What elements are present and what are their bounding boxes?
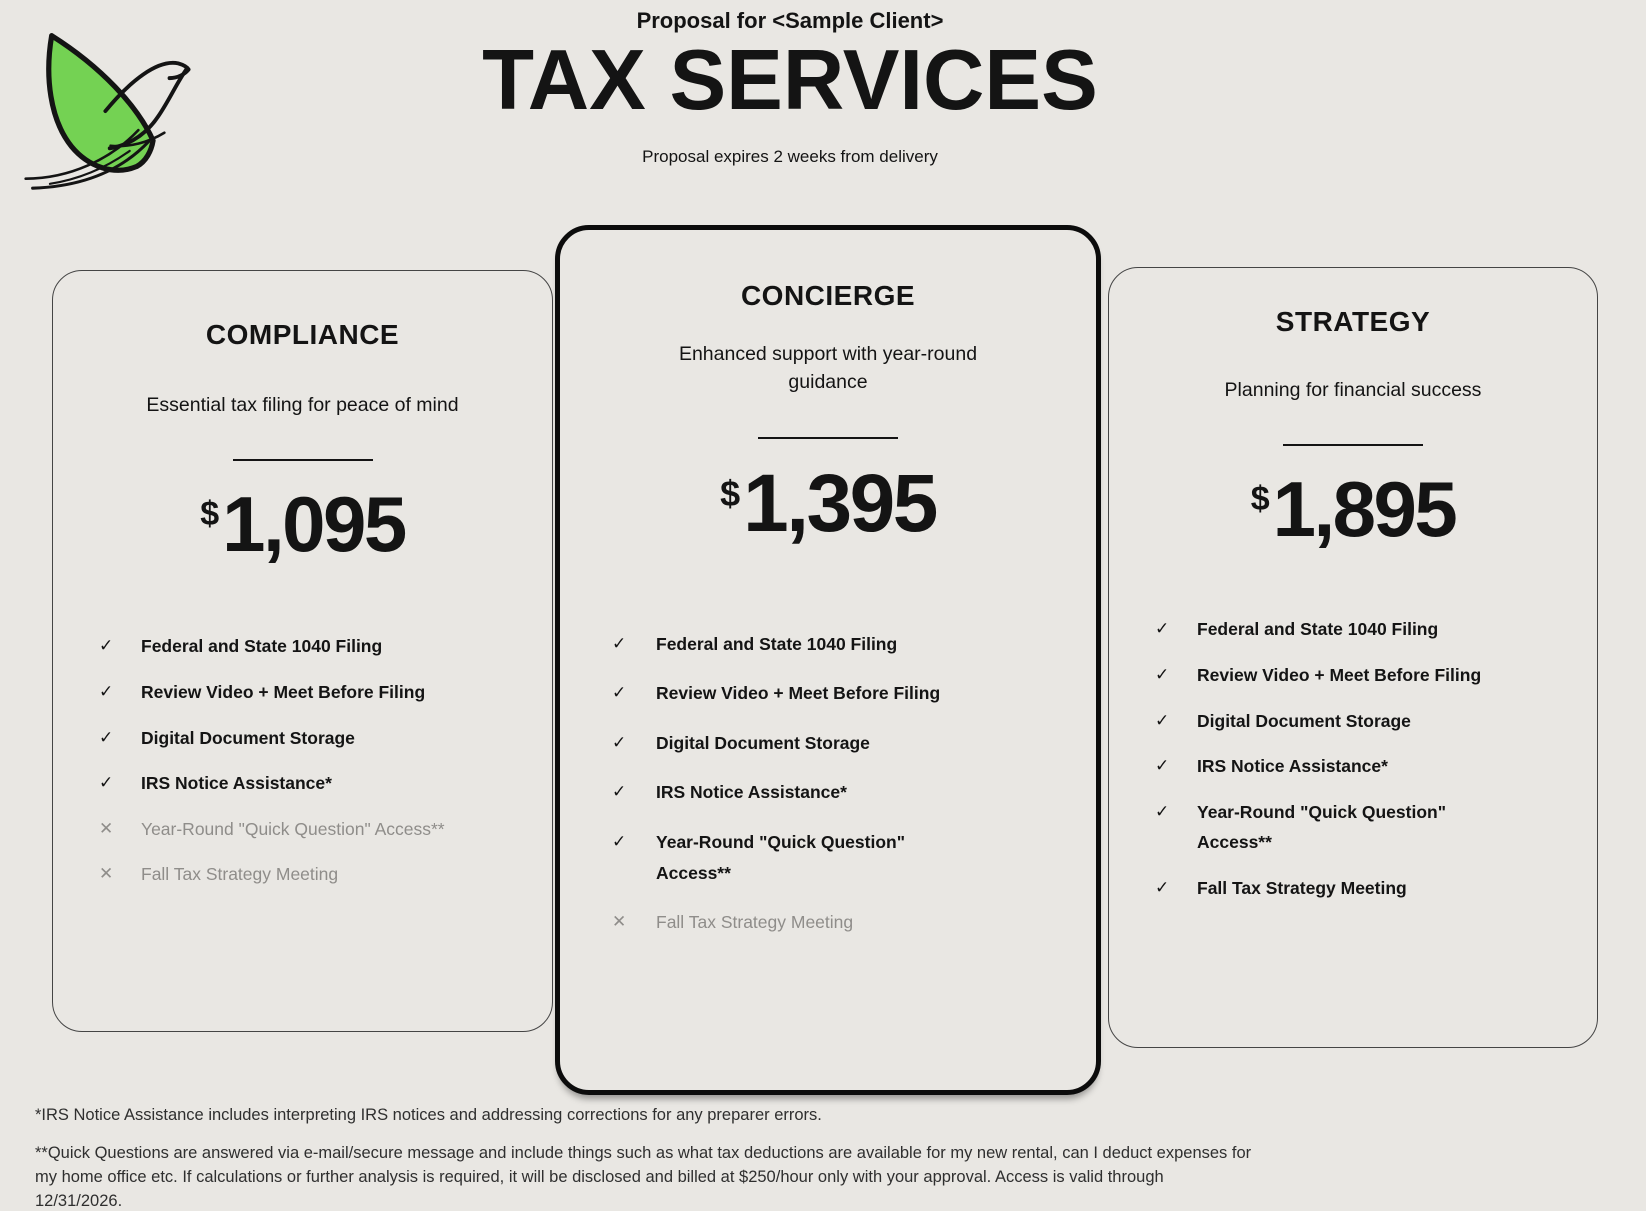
- feature-label: Digital Document Storage: [141, 727, 355, 748]
- plan-title: STRATEGY: [1275, 306, 1431, 337]
- feature-list: [560, 629, 1096, 938]
- feature-label: Fall Tax Strategy Meeting: [656, 912, 854, 933]
- check-icon: ✓: [612, 633, 627, 653]
- feature-label: Digital Document Storage: [1197, 710, 1411, 731]
- feature-item: [99, 631, 528, 662]
- feature-item: [612, 777, 1072, 808]
- plan-tagline: Planning for financial success: [1224, 379, 1482, 401]
- plan-card-strategy: [1108, 267, 1598, 1048]
- feature-label: Year-Round "Quick Question" Access**: [1197, 801, 1446, 853]
- plan-card-compliance: [52, 270, 553, 1032]
- check-icon: ✓: [1155, 619, 1170, 639]
- cross-icon: ✕: [99, 864, 114, 884]
- feature-item: [612, 728, 1072, 759]
- check-icon: ✓: [1155, 756, 1170, 776]
- plan-price: [1109, 465, 1597, 554]
- footnote-irs-notice: *IRS Notice Assistance includes interpreting IRS notices and addressing corrections for any preparer errors.: [35, 1106, 822, 1124]
- feature-item: [612, 629, 1072, 660]
- feature-item: [99, 677, 528, 708]
- check-icon: ✓: [612, 782, 627, 802]
- feature-list: [53, 631, 552, 890]
- feature-item: [99, 859, 528, 890]
- page-title: TAX SERVICES: [482, 33, 1098, 128]
- check-icon: ✓: [612, 732, 627, 752]
- plan-price: [53, 480, 552, 569]
- feature-label: Year-Round "Quick Question" Access**: [141, 818, 445, 839]
- header: [0, 8, 1580, 167]
- divider: [1283, 444, 1423, 446]
- plan-title: COMPLIANCE: [205, 319, 400, 350]
- currency-symbol: $: [720, 472, 741, 514]
- check-icon: ✓: [1155, 710, 1170, 730]
- feature-item: [99, 768, 528, 799]
- feature-item: [612, 827, 1072, 888]
- check-icon: ✓: [1155, 878, 1170, 898]
- check-icon: ✓: [99, 773, 114, 793]
- proposal-for-line: Proposal for <Sample Client>: [636, 8, 944, 33]
- feature-label: Year-Round "Quick Question" Access**: [656, 832, 905, 883]
- currency-symbol: $: [1250, 480, 1270, 519]
- footnote-quick-questions: **Quick Questions are answered via e-mail/secure message and include things such as what tax deductions are available for my new rental, can I deduct expenses for my home office etc. If calculations or further analysis is required, it will be disclosed and billed at $250/hour only with your approval. Access is valid through 12/31/2026.: [35, 1144, 1252, 1210]
- check-icon: ✓: [1155, 801, 1170, 821]
- feature-label: Federal and State 1040 Filing: [656, 633, 898, 654]
- feature-label: IRS Notice Assistance*: [1197, 756, 1388, 777]
- check-icon: ✓: [1155, 664, 1170, 684]
- divider: [758, 437, 898, 439]
- plan-title: CONCIERGE: [740, 280, 916, 311]
- feature-label: Review Video + Meet Before Filing: [656, 683, 941, 704]
- feature-item: [1155, 614, 1573, 645]
- check-icon: ✓: [612, 832, 627, 852]
- feature-label: Federal and State 1040 Filing: [141, 636, 383, 657]
- price-amount: 1,395: [743, 457, 936, 549]
- feature-label: Fall Tax Strategy Meeting: [1197, 878, 1407, 899]
- feature-item: [1155, 797, 1573, 858]
- feature-label: IRS Notice Assistance*: [656, 782, 847, 803]
- feature-item: [1155, 873, 1573, 904]
- feature-item: [99, 814, 528, 845]
- currency-symbol: $: [200, 495, 220, 534]
- price-amount: 1,095: [222, 480, 405, 569]
- feature-label: Digital Document Storage: [656, 732, 870, 753]
- plan-tagline: Enhanced support with year-round guidance: [678, 343, 978, 394]
- feature-item: [99, 723, 528, 754]
- check-icon: ✓: [612, 683, 627, 703]
- feature-label: Review Video + Meet Before Filing: [1197, 664, 1482, 685]
- feature-label: Review Video + Meet Before Filing: [141, 681, 426, 702]
- feature-item: [1155, 660, 1573, 691]
- feature-list: [1109, 614, 1597, 903]
- plan-tagline: Essential tax filing for peace of mind: [146, 394, 459, 416]
- feature-label: Federal and State 1040 Filing: [1197, 619, 1439, 640]
- feature-item: [1155, 751, 1573, 782]
- divider: [233, 459, 373, 461]
- plan-card-concierge: [555, 225, 1101, 1095]
- price-amount: 1,895: [1272, 465, 1456, 554]
- check-icon: ✓: [99, 727, 114, 747]
- footnotes: [35, 1103, 1253, 1211]
- plan-price: [560, 457, 1096, 549]
- feature-item: [612, 907, 1072, 938]
- feature-label: IRS Notice Assistance*: [141, 773, 332, 794]
- feature-item: [612, 678, 1072, 709]
- check-icon: ✓: [99, 636, 114, 656]
- check-icon: ✓: [99, 681, 114, 701]
- feature-label: Fall Tax Strategy Meeting: [141, 864, 339, 885]
- cross-icon: ✕: [99, 818, 114, 838]
- expiry-note: Proposal expires 2 weeks from delivery: [642, 146, 938, 166]
- feature-item: [1155, 706, 1573, 737]
- cross-icon: ✕: [612, 912, 627, 932]
